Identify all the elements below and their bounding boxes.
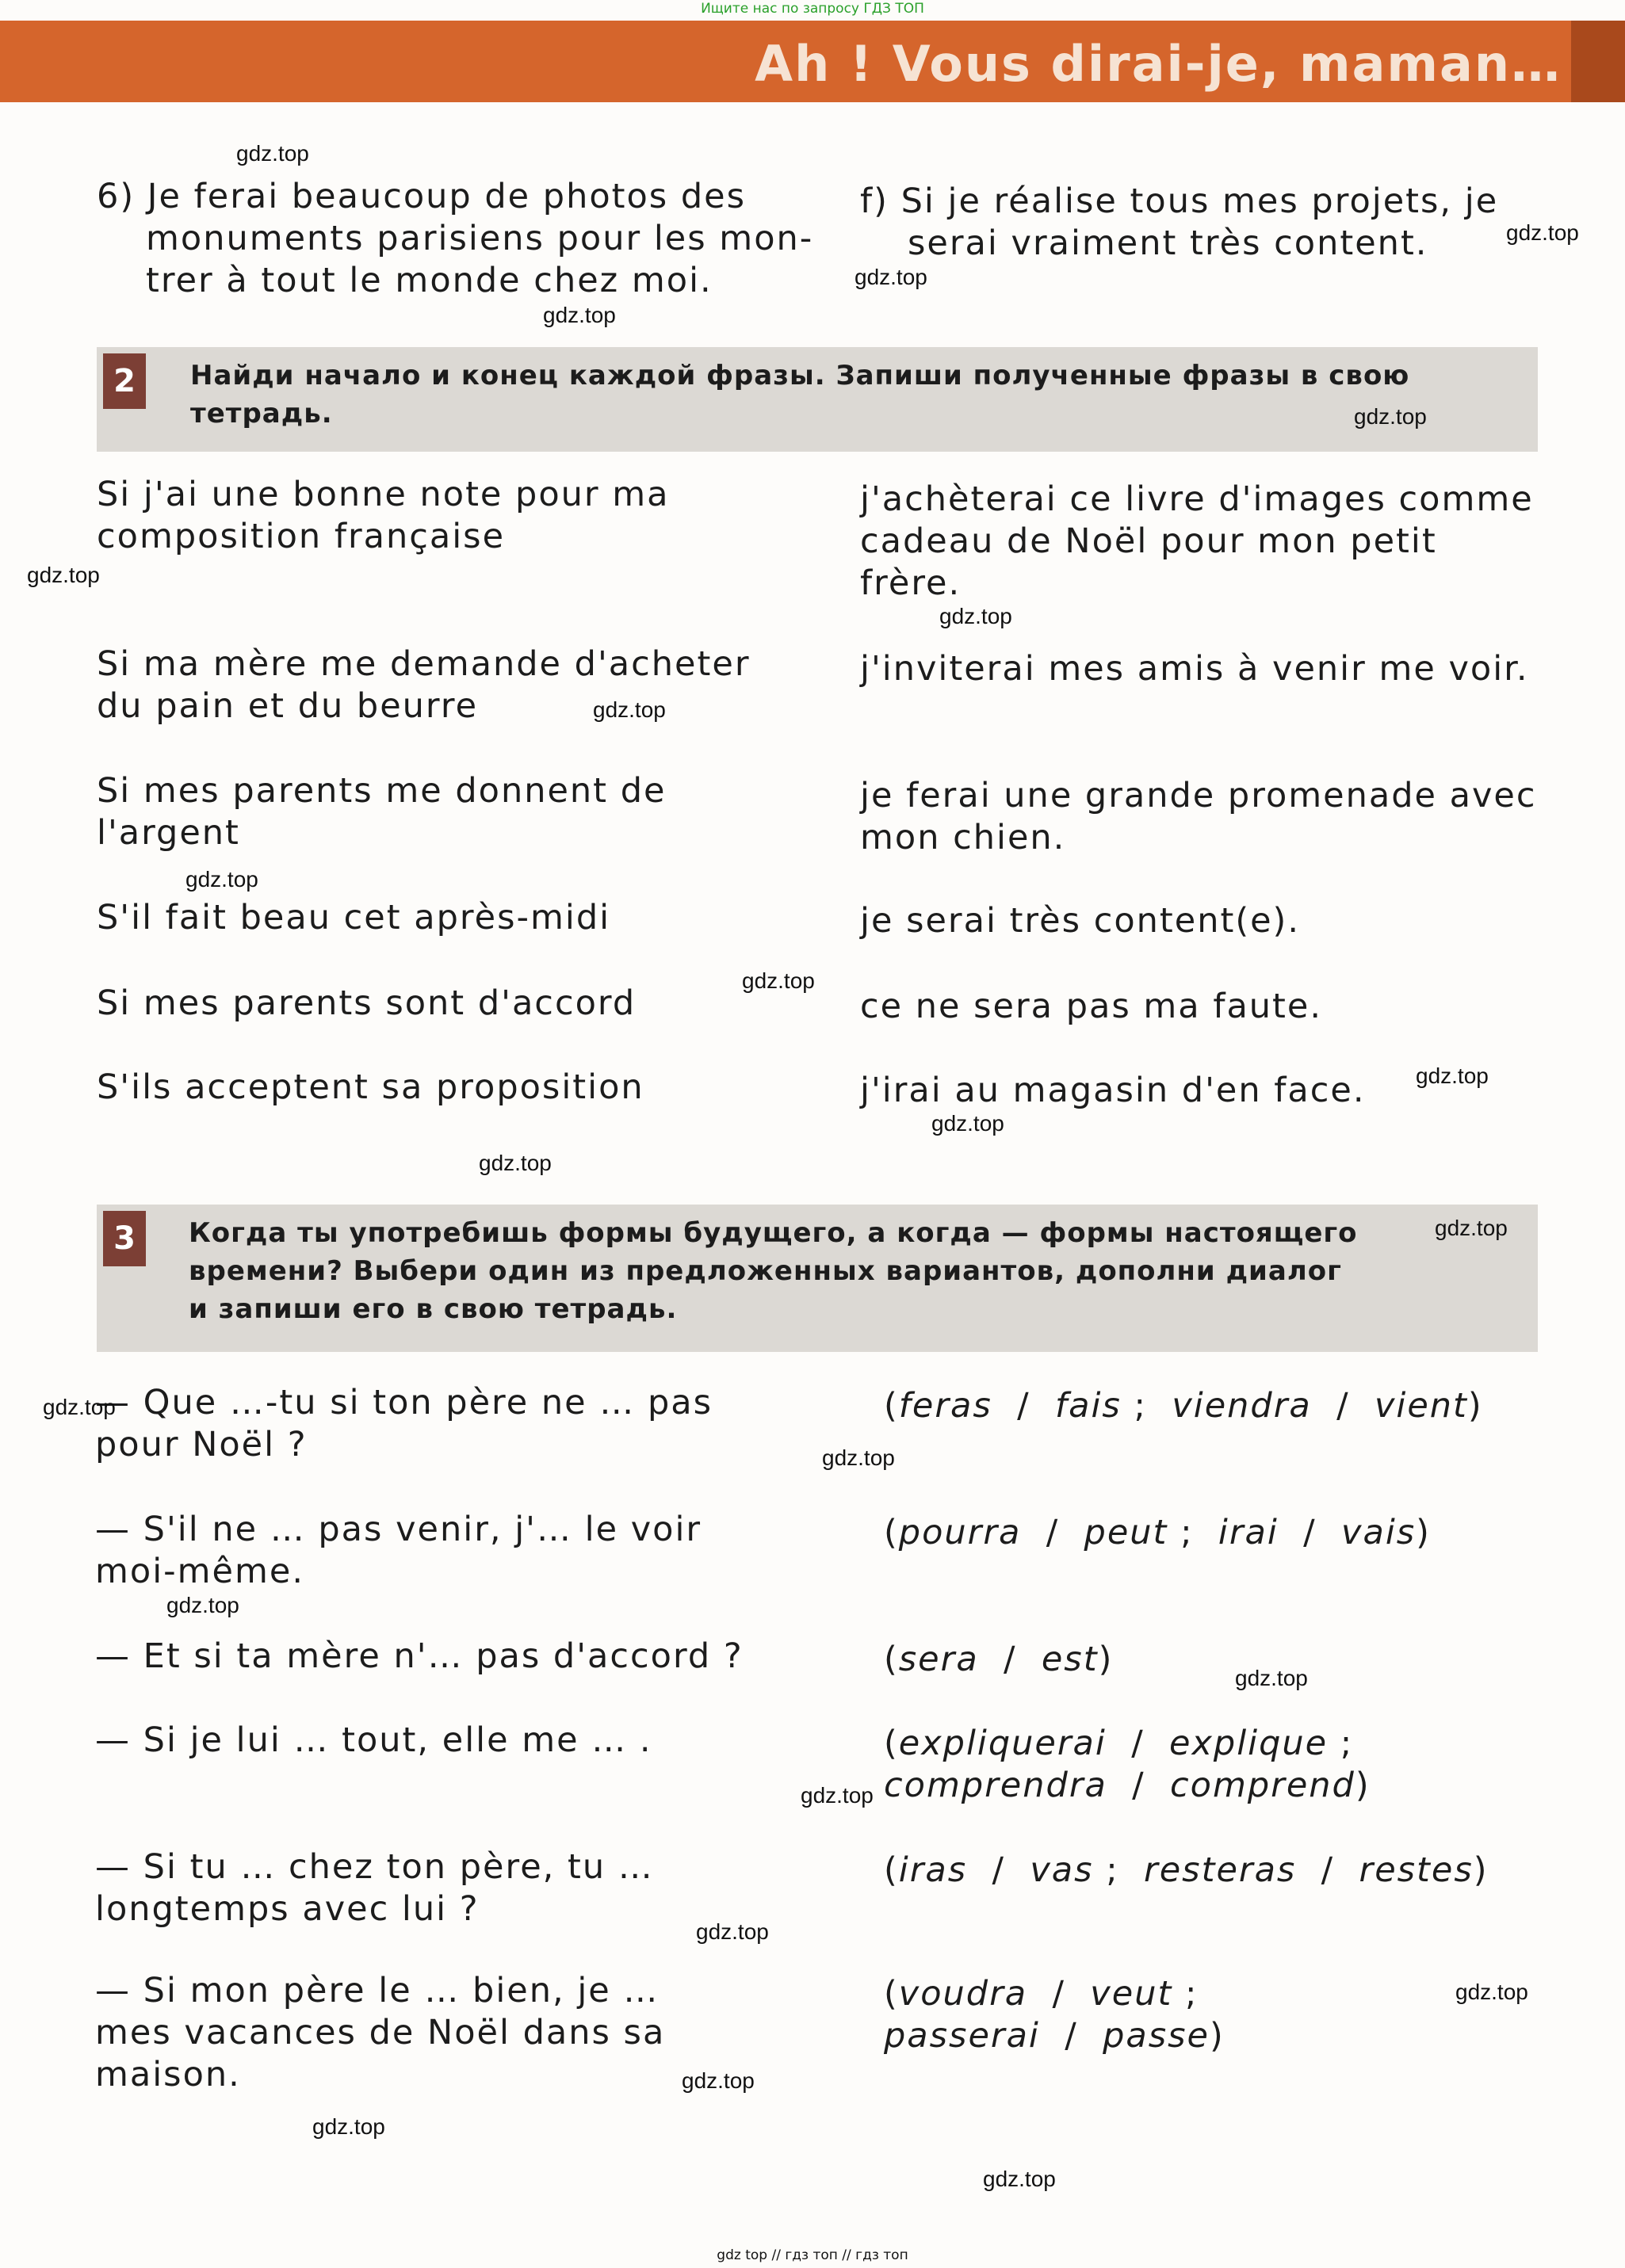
watermark: gdz.top [479, 1151, 552, 1175]
item-f-line: serai vraiment très content. [908, 223, 1428, 263]
phrase-line: cadeau de Noël pour mon petit [860, 521, 1437, 561]
task-3-number: 3 [103, 1211, 146, 1266]
option-word: fais [1054, 1386, 1122, 1426]
watermark: gdz.top [593, 697, 666, 722]
option-word: comprend [1170, 1766, 1355, 1805]
option-set-6: (voudra / veut ; passerai / passe) [884, 1974, 1225, 2056]
task-2-ending-1 [860, 479, 1534, 605]
phrase-line: j'inviterai mes amis à venir me voir. [860, 649, 1529, 689]
watermark: gdz.top [1435, 1216, 1508, 1240]
option-word: passe [1103, 2016, 1210, 2056]
phrase-line: mon chien. [860, 818, 1066, 857]
watermark: gdz.top [696, 1919, 769, 1944]
dialog-line-6 [95, 1970, 665, 2096]
dialog-text: — Si mon père le … bien, je … [95, 1971, 660, 2010]
option-word: viendra [1172, 1386, 1312, 1426]
dialog-line-4 [95, 1720, 652, 1762]
option-set-5: (iras / vas ; resteras / restes) [884, 1850, 1489, 1890]
watermark: gdz.top [236, 141, 309, 166]
option-word: comprendra [884, 1766, 1107, 1805]
watermark: gdz.top [939, 604, 1012, 628]
option-set-2: (pourra / peut ; irai / vais) [884, 1513, 1431, 1552]
item-f-line: f) Si je réalise tous mes projets, je [860, 181, 1499, 221]
dialog-line-3 [95, 1636, 744, 1678]
item-6-line: 6) Je ferai beaucoup de photos des [97, 177, 747, 216]
task-2-ending-2 [860, 648, 1529, 690]
option-set-4: (expliquerai / explique ; comprendra / comprend) [884, 1724, 1371, 1805]
option-set-3: (sera / est) [884, 1640, 1114, 1679]
phrase-line: je serai très content(e). [860, 901, 1300, 941]
task-2-ending-5 [860, 986, 1322, 1028]
option-word: explique [1169, 1724, 1329, 1763]
dialog-text: — S'il ne … pas venir, j'… le voir [95, 1510, 702, 1549]
option-word: pourra [898, 1513, 1022, 1552]
option-word: expliquerai [898, 1724, 1107, 1763]
phrase-line: S'ils acceptent sa proposition [97, 1067, 644, 1107]
item-6 [97, 176, 813, 302]
phrase-line: du pain et du beurre [97, 686, 479, 726]
option-word: peut [1084, 1513, 1168, 1552]
dialog-text: — Si je lui … tout, elle me … . [95, 1720, 652, 1760]
watermark: gdz.top [1235, 1666, 1308, 1690]
watermark: gdz.top [543, 303, 616, 327]
watermark: gdz.top [983, 2167, 1056, 2191]
dialog-text: maison. [95, 2055, 241, 2094]
phrase-line: Si ma mère me demande d'acheter [97, 644, 751, 684]
task-2-beginning-3 [97, 770, 666, 854]
dialog-text: moi-même. [95, 1552, 305, 1591]
item-6-line: trer à tout le monde chez moi. [146, 261, 713, 300]
option-word: voudra [898, 1974, 1028, 2014]
task-2-instruction-line: тетрадь. [190, 398, 333, 430]
option-word: vais [1341, 1513, 1417, 1552]
watermark: gdz.top [1506, 220, 1579, 245]
task-2-ending-4 [860, 900, 1300, 942]
option-word: restes [1359, 1850, 1474, 1890]
watermark: gdz.top [185, 867, 258, 892]
dialog-line-1 [95, 1382, 713, 1466]
watermark: gdz.top [27, 563, 100, 587]
phrase-line: j'irai au magasin d'en face. [860, 1071, 1366, 1110]
phrase-line: Si mes parents sont d'accord [97, 983, 637, 1023]
task-3-instruction-line: Когда ты употребишь формы будущего, а когда — формы настоящего [189, 1217, 1358, 1249]
dialog-text: mes vacances de Noël dans sa [95, 2013, 666, 2052]
task-2-beginning-5 [97, 983, 636, 1025]
option-set-1: (feras / fais ; viendra / vient) [884, 1386, 1483, 1426]
item-f [860, 181, 1498, 265]
task-2-ending-3 [860, 775, 1537, 859]
option-word: vient [1374, 1386, 1468, 1426]
top-note: Ищите нас по запросу ГДЗ ТОП [701, 1, 924, 17]
dialog-line-5 [95, 1846, 654, 1930]
page-title: Ah ! Vous dirai-je, maman… [755, 35, 1562, 93]
watermark: gdz.top [1455, 1980, 1528, 2004]
option-word: est [1041, 1640, 1099, 1679]
phrase-line: Si j'ai une bonne note pour ma [97, 475, 670, 514]
phrase-line: composition française [97, 517, 506, 556]
option-word: resteras [1144, 1850, 1297, 1890]
task-3-instruction-line: времени? Выбери один из предложенных вариантов, дополни диалог [189, 1255, 1342, 1287]
task-3-instruction-line: и запиши его в свою тетрадь. [189, 1293, 678, 1325]
task-2-beginning-4 [97, 897, 610, 939]
option-word: veut [1090, 1974, 1173, 2014]
phrase-line: l'argent [97, 813, 240, 853]
option-word: irai [1218, 1513, 1279, 1552]
watermark: gdz.top [742, 968, 815, 993]
watermark: gdz.top [312, 2114, 385, 2139]
option-word: vas [1030, 1850, 1094, 1890]
footer-note: gdz top // гдз топ // гдз топ [717, 2247, 908, 2263]
phrase-line: Si mes parents me donnent de [97, 771, 667, 811]
option-word: passerai [884, 2016, 1040, 2056]
dialog-text: — Si tu … chez ton père, tu … [95, 1847, 654, 1887]
task-3-box [97, 1205, 1538, 1352]
watermark: gdz.top [682, 2068, 755, 2093]
watermark: gdz.top [166, 1593, 239, 1617]
option-word: feras [898, 1386, 992, 1426]
watermark: gdz.top [822, 1445, 895, 1470]
dialog-text: pour Noël ? [95, 1425, 308, 1464]
task-2-instruction [190, 357, 1409, 433]
task-2-beginning-1 [97, 474, 670, 558]
dialog-text: — Et si ta mère n'… pas d'accord ? [95, 1636, 744, 1676]
phrase-line: frère. [860, 563, 962, 603]
task-2-instruction-line: Найди начало и конец каждой фразы. Запиши полученные фразы в свою [190, 360, 1410, 391]
watermark: gdz.top [43, 1395, 116, 1419]
option-word: sera [898, 1640, 979, 1679]
task-3-instruction [189, 1214, 1358, 1328]
dialog-text: — Que …-tu si ton père ne … pas [95, 1383, 713, 1422]
watermark: gdz.top [855, 265, 927, 289]
banner-edge [1571, 21, 1625, 102]
task-2-beginning-6 [97, 1067, 644, 1109]
header-banner [0, 21, 1625, 102]
watermark: gdz.top [1416, 1063, 1489, 1088]
watermark: gdz.top [931, 1111, 1004, 1136]
option-word: iras [898, 1850, 968, 1890]
task-2-number: 2 [103, 353, 146, 409]
phrase-line: S'il fait beau cet après-midi [97, 898, 611, 937]
task-2-box [97, 347, 1538, 452]
phrase-line: j'achèterai ce livre d'images comme [860, 479, 1534, 519]
task-2-ending-6 [860, 1070, 1366, 1112]
watermark: gdz.top [1354, 404, 1427, 429]
item-6-line: monuments parisiens pour les mon- [146, 219, 814, 258]
dialog-text: longtemps avec lui ? [95, 1889, 480, 1929]
watermark: gdz.top [801, 1783, 874, 1808]
dialog-line-2 [95, 1509, 702, 1593]
phrase-line: je ferai une grande promenade avec [860, 776, 1537, 815]
phrase-line: ce ne sera pas ma faute. [860, 987, 1323, 1026]
